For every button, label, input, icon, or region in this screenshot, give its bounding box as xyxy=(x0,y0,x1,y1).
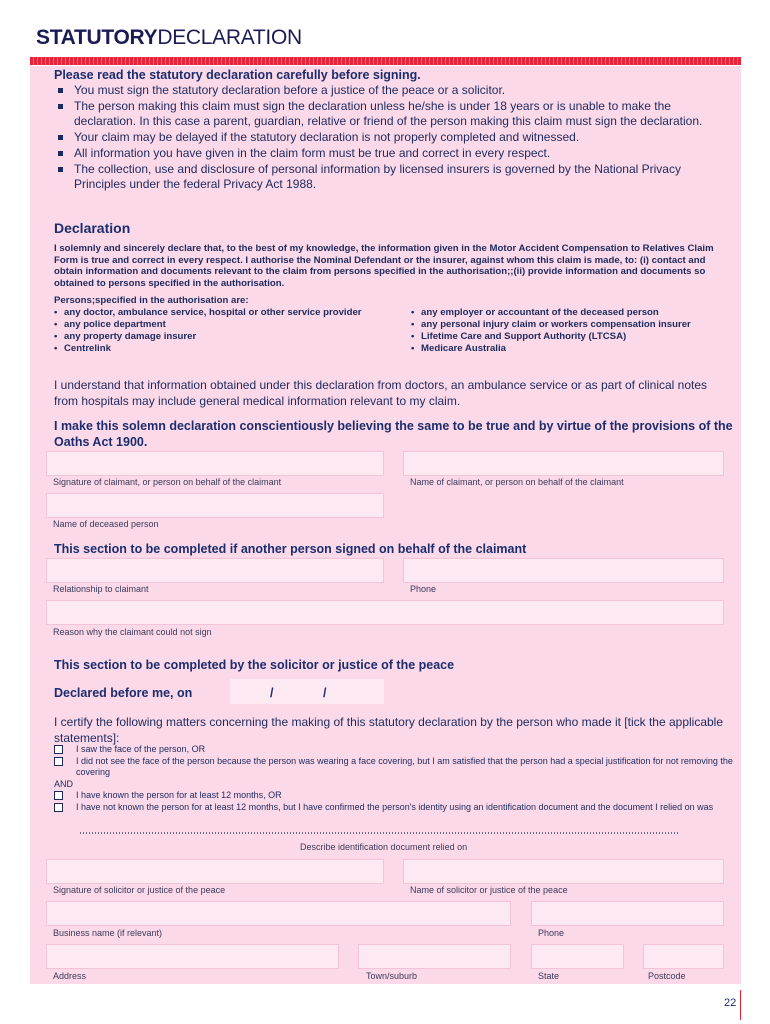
state-label: State xyxy=(538,971,560,981)
list-item: • any property damage insurer xyxy=(54,331,374,343)
behalf-heading: This section to be completed if another person signed on behalf of the claimant xyxy=(54,542,527,556)
claimant-name-label: Name of claimant, or person on behalf of the claimant xyxy=(410,477,624,487)
solicitor-name-field[interactable] xyxy=(403,859,724,884)
behalf-phone-field[interactable] xyxy=(403,558,724,583)
deceased-name-field[interactable] xyxy=(46,493,384,518)
checkbox[interactable] xyxy=(54,757,63,766)
deceased-name-label: Name of deceased person xyxy=(53,519,159,529)
persons-heading: Persons;specified in the authorisation are: xyxy=(54,295,249,306)
page-title: STATUTORYDECLARATION xyxy=(36,26,302,49)
solicitor-heading: This section to be completed by the solicitor or justice of the peace xyxy=(54,658,455,672)
persons-list-right xyxy=(411,307,741,355)
date-separator: / xyxy=(270,686,274,700)
declaration-text: I solemnly and sincerely declare that, to the best of my knowledge, the information given in the Motor Accident Compensation to Relatives Claim Form is true and correct in every respect. I authorise the Nominal Defendant or the insurer, against whom this claim is made, to: (i) contact and obtain information and documents relevant to the claim from persons specified in the authorisation;;(ii) provide information and documents so obtained to persons specified in the authorisation. xyxy=(54,243,714,290)
intro-heading: Please read the statutory declaration carefully before signing. xyxy=(54,68,421,82)
date-separator: / xyxy=(323,686,327,700)
list-item: • any doctor, ambulance service, hospital or other service provider xyxy=(54,307,374,319)
understand-text: I understand that information obtained under this declaration from doctors, an ambulance service or as part of clinical notes from hospitals may include general medical information relevant to my claim. xyxy=(54,378,708,408)
list-item: • any employer or accountant of the deceased person xyxy=(411,307,741,319)
persons-list-left xyxy=(54,307,374,355)
claimant-signature-label: Signature of claimant, or person on behalf of the claimant xyxy=(53,477,282,487)
declaration-heading: Declaration xyxy=(54,220,131,236)
list-item: The collection, use and disclosure of personal information by licensed insurers is governed by the National Privacy Principles under the federal Privacy Act 1988. xyxy=(56,162,736,193)
reason-field[interactable] xyxy=(46,600,724,625)
town-label: Town/suburb xyxy=(366,971,418,981)
page-number: 22 xyxy=(724,997,737,1009)
solicitor-signature-label: Signature of solicitor or justice of the peace xyxy=(53,885,226,895)
checkbox[interactable] xyxy=(54,803,63,812)
business-name-label: Business name (if relevant) xyxy=(53,928,163,938)
behalf-phone-label: Phone xyxy=(410,584,437,594)
list-item: The person making this claim must sign the declaration unless he/she is under 18 years or is unable to make the declaration. In this case a parent, guardian, relative or friend of the person making this claim must sign the declaration. xyxy=(56,99,736,130)
state-field[interactable] xyxy=(531,944,624,969)
relationship-field[interactable] xyxy=(46,558,384,583)
town-field[interactable] xyxy=(358,944,511,969)
list-item: • Lifetime Care and Support Authority (LTCSA) xyxy=(411,331,741,343)
id-document-line[interactable] xyxy=(80,832,680,834)
solemn-heading: I make this solemn declaration conscientiously believing the same to be true and by virtue of the provisions of the Oaths Act 1900. xyxy=(54,419,733,449)
solicitor-phone-label: Phone xyxy=(538,928,565,938)
certify-text: I certify the following matters concerning the making of this statutory declaration by the person who made it [tick the applicable statements]: xyxy=(54,715,724,745)
solicitor-signature-field[interactable] xyxy=(46,859,384,884)
checkbox[interactable] xyxy=(54,791,63,800)
option-known-12-months[interactable]: I have known the person for at least 12 months, OR xyxy=(54,790,744,801)
page-rule xyxy=(740,990,741,1020)
checkbox[interactable] xyxy=(54,745,63,754)
option-saw-face[interactable]: I saw the face of the person, OR xyxy=(54,744,744,755)
postcode-field[interactable] xyxy=(643,944,724,969)
title-rule xyxy=(30,57,741,65)
list-item: All information you have given in the claim form must be true and correct in every respect. xyxy=(56,146,736,162)
intro-bullets xyxy=(56,83,736,193)
claimant-name-field[interactable] xyxy=(403,451,724,476)
option-identity-document[interactable]: I have not known the person for at least 12 months, but I have confirmed the person's identity using an identification document and the document I relied on was xyxy=(54,802,744,824)
address-label: Address xyxy=(53,971,87,981)
address-field[interactable] xyxy=(46,944,339,969)
relationship-label: Relationship to claimant xyxy=(53,584,149,594)
describe-label: Describe identification document relied on xyxy=(300,842,468,852)
option-face-covering[interactable]: I did not see the face of the person because the person was wearing a face covering, but I am satisfied that the person had a special justification for not removing the covering xyxy=(54,756,744,778)
list-item: Your claim may be delayed if the statutory declaration is not properly completed and witnessed. xyxy=(56,130,736,146)
solicitor-phone-field[interactable] xyxy=(531,901,724,926)
reason-label: Reason why the claimant could not sign xyxy=(53,627,212,637)
and-label: AND xyxy=(54,779,74,789)
list-item: • any police department xyxy=(54,319,374,331)
solicitor-name-label: Name of solicitor or justice of the peace xyxy=(410,885,568,895)
list-item: You must sign the statutory declaration before a justice of the peace or a solicitor. xyxy=(56,83,736,99)
business-name-field[interactable] xyxy=(46,901,511,926)
list-item: • Centrelink xyxy=(54,343,374,355)
claimant-signature-field[interactable] xyxy=(46,451,384,476)
declared-date-field[interactable] xyxy=(230,679,384,704)
list-item: • any personal injury claim or workers compensation insurer xyxy=(411,319,741,331)
postcode-label: Postcode xyxy=(648,971,686,981)
declared-label: Declared before me, on xyxy=(54,686,193,700)
list-item: • Medicare Australia xyxy=(411,343,741,355)
